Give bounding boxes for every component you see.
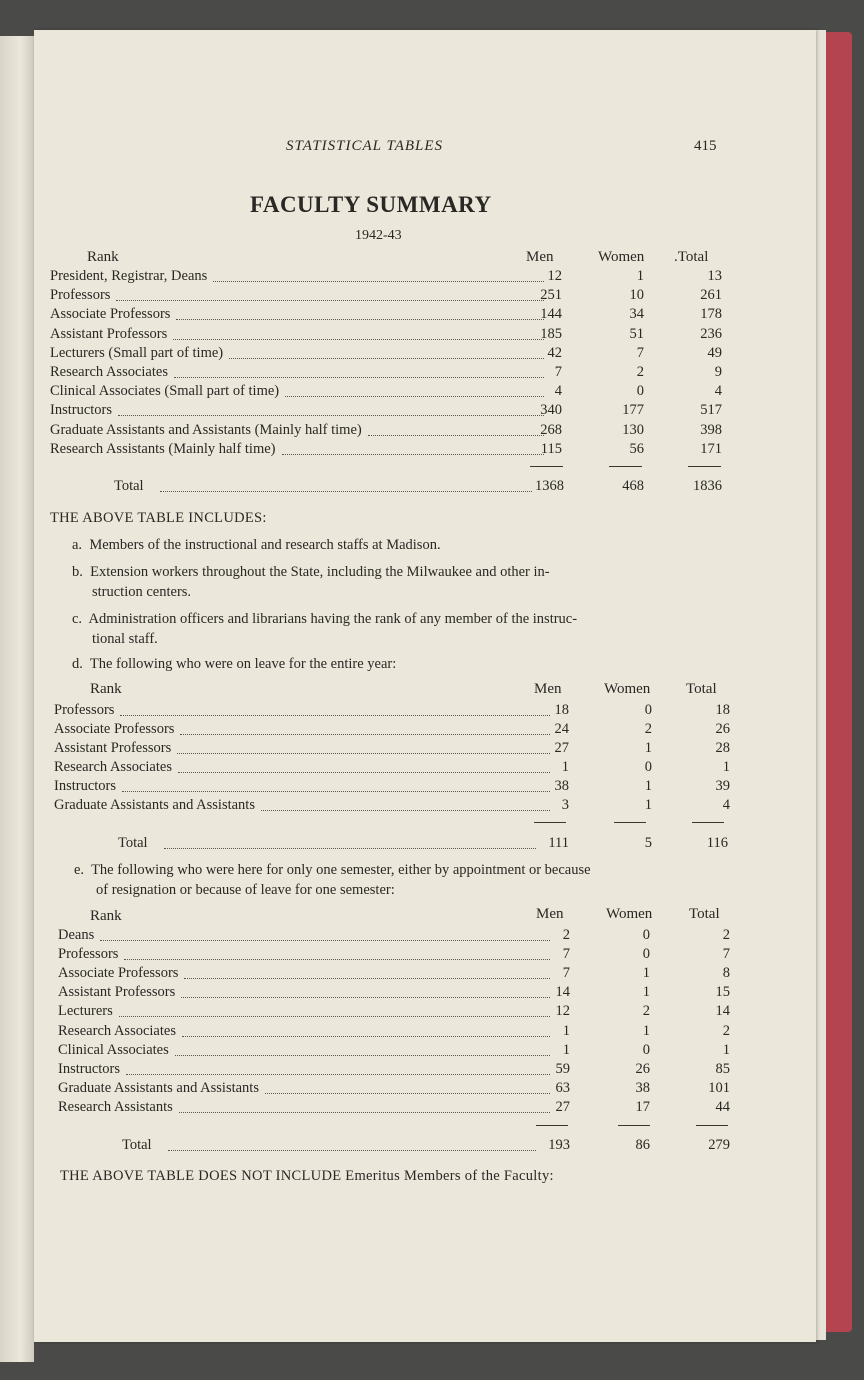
cell-women: 38 xyxy=(635,1079,650,1096)
cell-men: 268 xyxy=(540,421,562,438)
leader-dots xyxy=(229,358,544,359)
rank-label: Assistant Professors xyxy=(54,740,172,756)
cell-women: 130 xyxy=(622,421,644,438)
table-row xyxy=(54,778,754,797)
cell-total: 517 xyxy=(700,402,722,419)
leader-dots xyxy=(282,454,544,455)
rank-label: Research Associates xyxy=(58,1022,176,1039)
cell-men: 18 xyxy=(554,702,569,718)
cell-women: 26 xyxy=(635,1060,650,1077)
cell-men: 7 xyxy=(554,364,562,380)
cell-total: 171 xyxy=(700,440,722,457)
rank-label: Research Assistants (Mainly half time) xyxy=(50,440,276,457)
col-header-men: Men xyxy=(534,681,562,697)
col-header-women: Women xyxy=(604,681,651,697)
total-label: Total xyxy=(118,835,148,851)
col-header-total: Total xyxy=(689,906,720,922)
table-row xyxy=(58,1099,758,1118)
total-men: 193 xyxy=(548,1137,570,1153)
table-total-row xyxy=(122,1137,742,1156)
cell-total: 15 xyxy=(715,984,730,1001)
total-all: 1836 xyxy=(693,478,722,494)
rank-label: Graduate Assistants and Assistants (Mainly half time) xyxy=(50,421,362,438)
rank-label: Professors xyxy=(54,702,115,718)
rank-label: Professors xyxy=(50,287,111,304)
cell-men: 24 xyxy=(554,721,569,737)
cell-women: 51 xyxy=(629,325,644,342)
rank-label: Research Associates xyxy=(54,759,172,775)
rank-label: Graduate Assistants and Assistants xyxy=(58,1079,259,1096)
leader-dots xyxy=(120,715,550,716)
cell-men: 27 xyxy=(554,740,569,756)
rank-label: Associate Professors xyxy=(50,306,171,323)
col-header-total: Total xyxy=(686,681,717,697)
table-row xyxy=(58,946,758,965)
cell-men: 42 xyxy=(547,344,562,361)
cell-men: 12 xyxy=(555,1003,570,1020)
leader-dots xyxy=(178,772,550,773)
leader-dots xyxy=(175,1055,550,1056)
cell-men: 7 xyxy=(562,965,570,982)
total-men: 111 xyxy=(548,835,569,851)
cell-women: 0 xyxy=(636,383,644,400)
note-e: e. The following who were here for only one semester, either by appointment or because of resignation or because of leave for one semester: xyxy=(74,862,591,898)
sum-rule xyxy=(534,822,566,823)
cell-women: 1 xyxy=(644,797,652,813)
rank-label: Assistant Professors xyxy=(50,325,168,342)
cell-total: 14 xyxy=(715,1003,730,1020)
cell-total: 178 xyxy=(700,306,722,323)
cell-total: 18 xyxy=(715,702,730,718)
table-row xyxy=(50,268,750,287)
leader-dots xyxy=(184,978,550,979)
cell-men: 1 xyxy=(562,1041,570,1058)
sum-rule xyxy=(614,822,646,823)
rank-label: Research Associates xyxy=(50,364,168,380)
total-all: 116 xyxy=(706,835,728,851)
cell-total: 49 xyxy=(707,344,722,361)
cell-women: 1 xyxy=(642,965,650,982)
leader-dots xyxy=(177,753,550,754)
cell-men: 1 xyxy=(562,1022,570,1039)
table-row xyxy=(50,345,750,364)
leader-dots xyxy=(176,319,544,320)
rank-label: Associate Professors xyxy=(54,721,175,737)
cell-men: 1 xyxy=(561,759,569,775)
leader-dots xyxy=(122,791,550,792)
cell-total: 236 xyxy=(700,325,722,342)
footer-note: THE ABOVE TABLE DOES NOT INCLUDE Emeritus Members of the Faculty: xyxy=(60,1168,554,1184)
cell-total: 1 xyxy=(722,759,730,775)
rank-label: Instructors xyxy=(54,778,117,794)
rank-label: Lecturers (Small part of time) xyxy=(50,344,224,361)
table-row xyxy=(50,383,750,402)
leader-dots xyxy=(100,940,550,941)
cell-men: 14 xyxy=(555,984,570,1001)
leader-dots xyxy=(182,1036,550,1037)
cell-total: 1 xyxy=(722,1041,730,1058)
cell-women: 1 xyxy=(642,1022,650,1039)
cell-women: 0 xyxy=(642,927,650,943)
running-title: STATISTICAL TABLES xyxy=(286,138,444,154)
rank-label: Professors xyxy=(58,946,119,963)
cell-men: 144 xyxy=(540,306,562,323)
total-label: Total xyxy=(114,478,144,494)
table-row xyxy=(58,965,758,984)
sum-rule xyxy=(609,466,642,467)
table-row xyxy=(50,306,750,325)
table-row xyxy=(58,1023,758,1042)
table-row xyxy=(58,927,758,946)
cell-women: 0 xyxy=(642,946,650,963)
table-total-row xyxy=(114,478,734,497)
sum-rule xyxy=(618,1125,650,1126)
sum-rule xyxy=(536,1125,568,1126)
cell-total: 4 xyxy=(722,797,730,813)
total-women: 86 xyxy=(635,1137,650,1153)
leader-dots xyxy=(124,959,550,960)
rank-label: Assistant Professors xyxy=(58,984,176,1001)
leader-dots xyxy=(174,377,544,378)
leader-dots xyxy=(116,300,544,301)
cell-total: 26 xyxy=(715,721,730,737)
cell-total: 2 xyxy=(722,1022,730,1039)
book-page xyxy=(34,30,816,1342)
cell-total: 9 xyxy=(714,364,722,380)
table-row xyxy=(58,1080,758,1099)
sum-rule xyxy=(696,1125,728,1126)
sum-rule xyxy=(692,822,724,823)
cell-total: 101 xyxy=(708,1079,730,1096)
table-row xyxy=(50,402,750,421)
cell-men: 3 xyxy=(561,797,569,813)
leader-dots xyxy=(285,396,544,397)
cell-men: 7 xyxy=(562,946,570,963)
left-page-edge xyxy=(0,36,34,1362)
cell-women: 177 xyxy=(622,402,644,419)
table-row xyxy=(54,702,754,721)
leader-dots xyxy=(179,1112,550,1113)
cell-total: 39 xyxy=(715,778,730,794)
leader-dots xyxy=(181,997,550,998)
cell-men: 59 xyxy=(555,1060,570,1077)
total-women: 468 xyxy=(622,478,644,494)
cell-men: 38 xyxy=(554,778,569,794)
rank-label: Clinical Associates (Small part of time) xyxy=(50,383,280,400)
table-row xyxy=(54,721,754,740)
rank-label: Clinical Associates xyxy=(58,1041,169,1058)
cell-men: 63 xyxy=(555,1079,570,1096)
col-header-women: Women xyxy=(598,249,645,265)
cell-total: 8 xyxy=(722,965,730,982)
page-number: 415 xyxy=(694,138,717,154)
leader-dots xyxy=(265,1093,550,1094)
rank-label: Graduate Assistants and Assistants xyxy=(54,797,255,813)
cell-total: 261 xyxy=(700,287,722,304)
leader-dots xyxy=(118,415,544,416)
leader-dots xyxy=(126,1074,550,1075)
note-d: d. The following who were on leave for the entire year: xyxy=(72,656,397,672)
cell-women: 7 xyxy=(636,344,644,361)
rank-label: Instructors xyxy=(58,1060,121,1077)
rank-label: Associate Professors xyxy=(58,965,179,982)
page-title: FACULTY SUMMARY xyxy=(250,192,492,217)
cell-women: 1 xyxy=(636,268,644,284)
cell-women: 2 xyxy=(636,364,644,380)
cell-women: 1 xyxy=(644,740,652,756)
note-c: c. Administration officers and librarians having the rank of any member of the instruc- tional staff. xyxy=(72,611,578,647)
total-women: 5 xyxy=(644,835,652,851)
sum-rule xyxy=(688,466,721,467)
table-row xyxy=(50,364,750,383)
cell-total: 7 xyxy=(722,946,730,963)
col-header-men: Men xyxy=(526,249,554,265)
rank-label: Research Assistants xyxy=(58,1098,173,1115)
table-row xyxy=(50,326,750,345)
note-a: a. Members of the instructional and research staffs at Madison. xyxy=(72,537,441,553)
leader-dots xyxy=(173,339,544,340)
note-b: b. Extension workers throughout the State, including the Milwaukee and other in- struction centers. xyxy=(72,564,550,600)
cell-men: 115 xyxy=(540,440,562,457)
cell-women: 2 xyxy=(644,721,652,737)
col-header-rank: Rank xyxy=(90,908,122,924)
includes-heading: THE ABOVE TABLE INCLUDES: xyxy=(50,510,267,526)
table-row xyxy=(54,759,754,778)
table-row xyxy=(58,1042,758,1061)
cell-women: 0 xyxy=(642,1041,650,1058)
cell-women: 1 xyxy=(642,984,650,1001)
total-label: Total xyxy=(122,1137,152,1153)
col-header-rank: Rank xyxy=(90,681,122,697)
cell-women: 17 xyxy=(635,1098,650,1115)
col-header-rank: Rank xyxy=(87,249,119,265)
cell-men: 12 xyxy=(547,268,562,284)
leader-dots xyxy=(180,734,550,735)
cell-men: 185 xyxy=(540,325,562,342)
cell-total: 13 xyxy=(707,268,722,284)
rank-label: Instructors xyxy=(50,402,113,419)
total-men: 1368 xyxy=(535,478,564,494)
col-header-women: Women xyxy=(606,906,653,922)
cell-men: 2 xyxy=(562,927,570,943)
leader-dots xyxy=(119,1016,550,1017)
leader-dots xyxy=(213,281,544,282)
cell-women: 2 xyxy=(642,1003,650,1020)
rank-label: Deans xyxy=(58,927,95,943)
leader-dots xyxy=(261,810,550,811)
table-total-row xyxy=(118,835,738,854)
cell-women: 0 xyxy=(644,702,652,718)
cell-men: 27 xyxy=(555,1098,570,1115)
total-all: 279 xyxy=(708,1137,730,1153)
rank-label: Lecturers xyxy=(58,1003,113,1020)
cell-men: 340 xyxy=(540,402,562,419)
table-row xyxy=(58,984,758,1003)
cell-total: 44 xyxy=(715,1098,730,1115)
cell-women: 34 xyxy=(629,306,644,323)
cell-total: 4 xyxy=(714,383,722,400)
cell-total: 2 xyxy=(722,927,730,943)
year: 1942-43 xyxy=(355,228,402,243)
table-row xyxy=(58,1061,758,1080)
table-row xyxy=(54,740,754,759)
cell-men: 4 xyxy=(554,383,562,400)
table-row xyxy=(58,1003,758,1022)
cell-women: 1 xyxy=(644,778,652,794)
cell-men: 251 xyxy=(540,287,562,304)
cell-women: 0 xyxy=(644,759,652,775)
table-row xyxy=(50,441,750,460)
table-row xyxy=(50,287,750,306)
sum-rule xyxy=(530,466,563,467)
cell-women: 10 xyxy=(629,287,644,304)
col-header-total: .Total xyxy=(674,249,709,265)
table-row xyxy=(50,422,750,441)
cell-total: 398 xyxy=(700,421,722,438)
table-row xyxy=(54,797,754,816)
cell-total: 28 xyxy=(715,740,730,756)
cell-total: 85 xyxy=(715,1060,730,1077)
cell-women: 56 xyxy=(629,440,644,457)
col-header-men: Men xyxy=(536,906,564,922)
rank-label: President, Registrar, Deans xyxy=(50,268,208,284)
